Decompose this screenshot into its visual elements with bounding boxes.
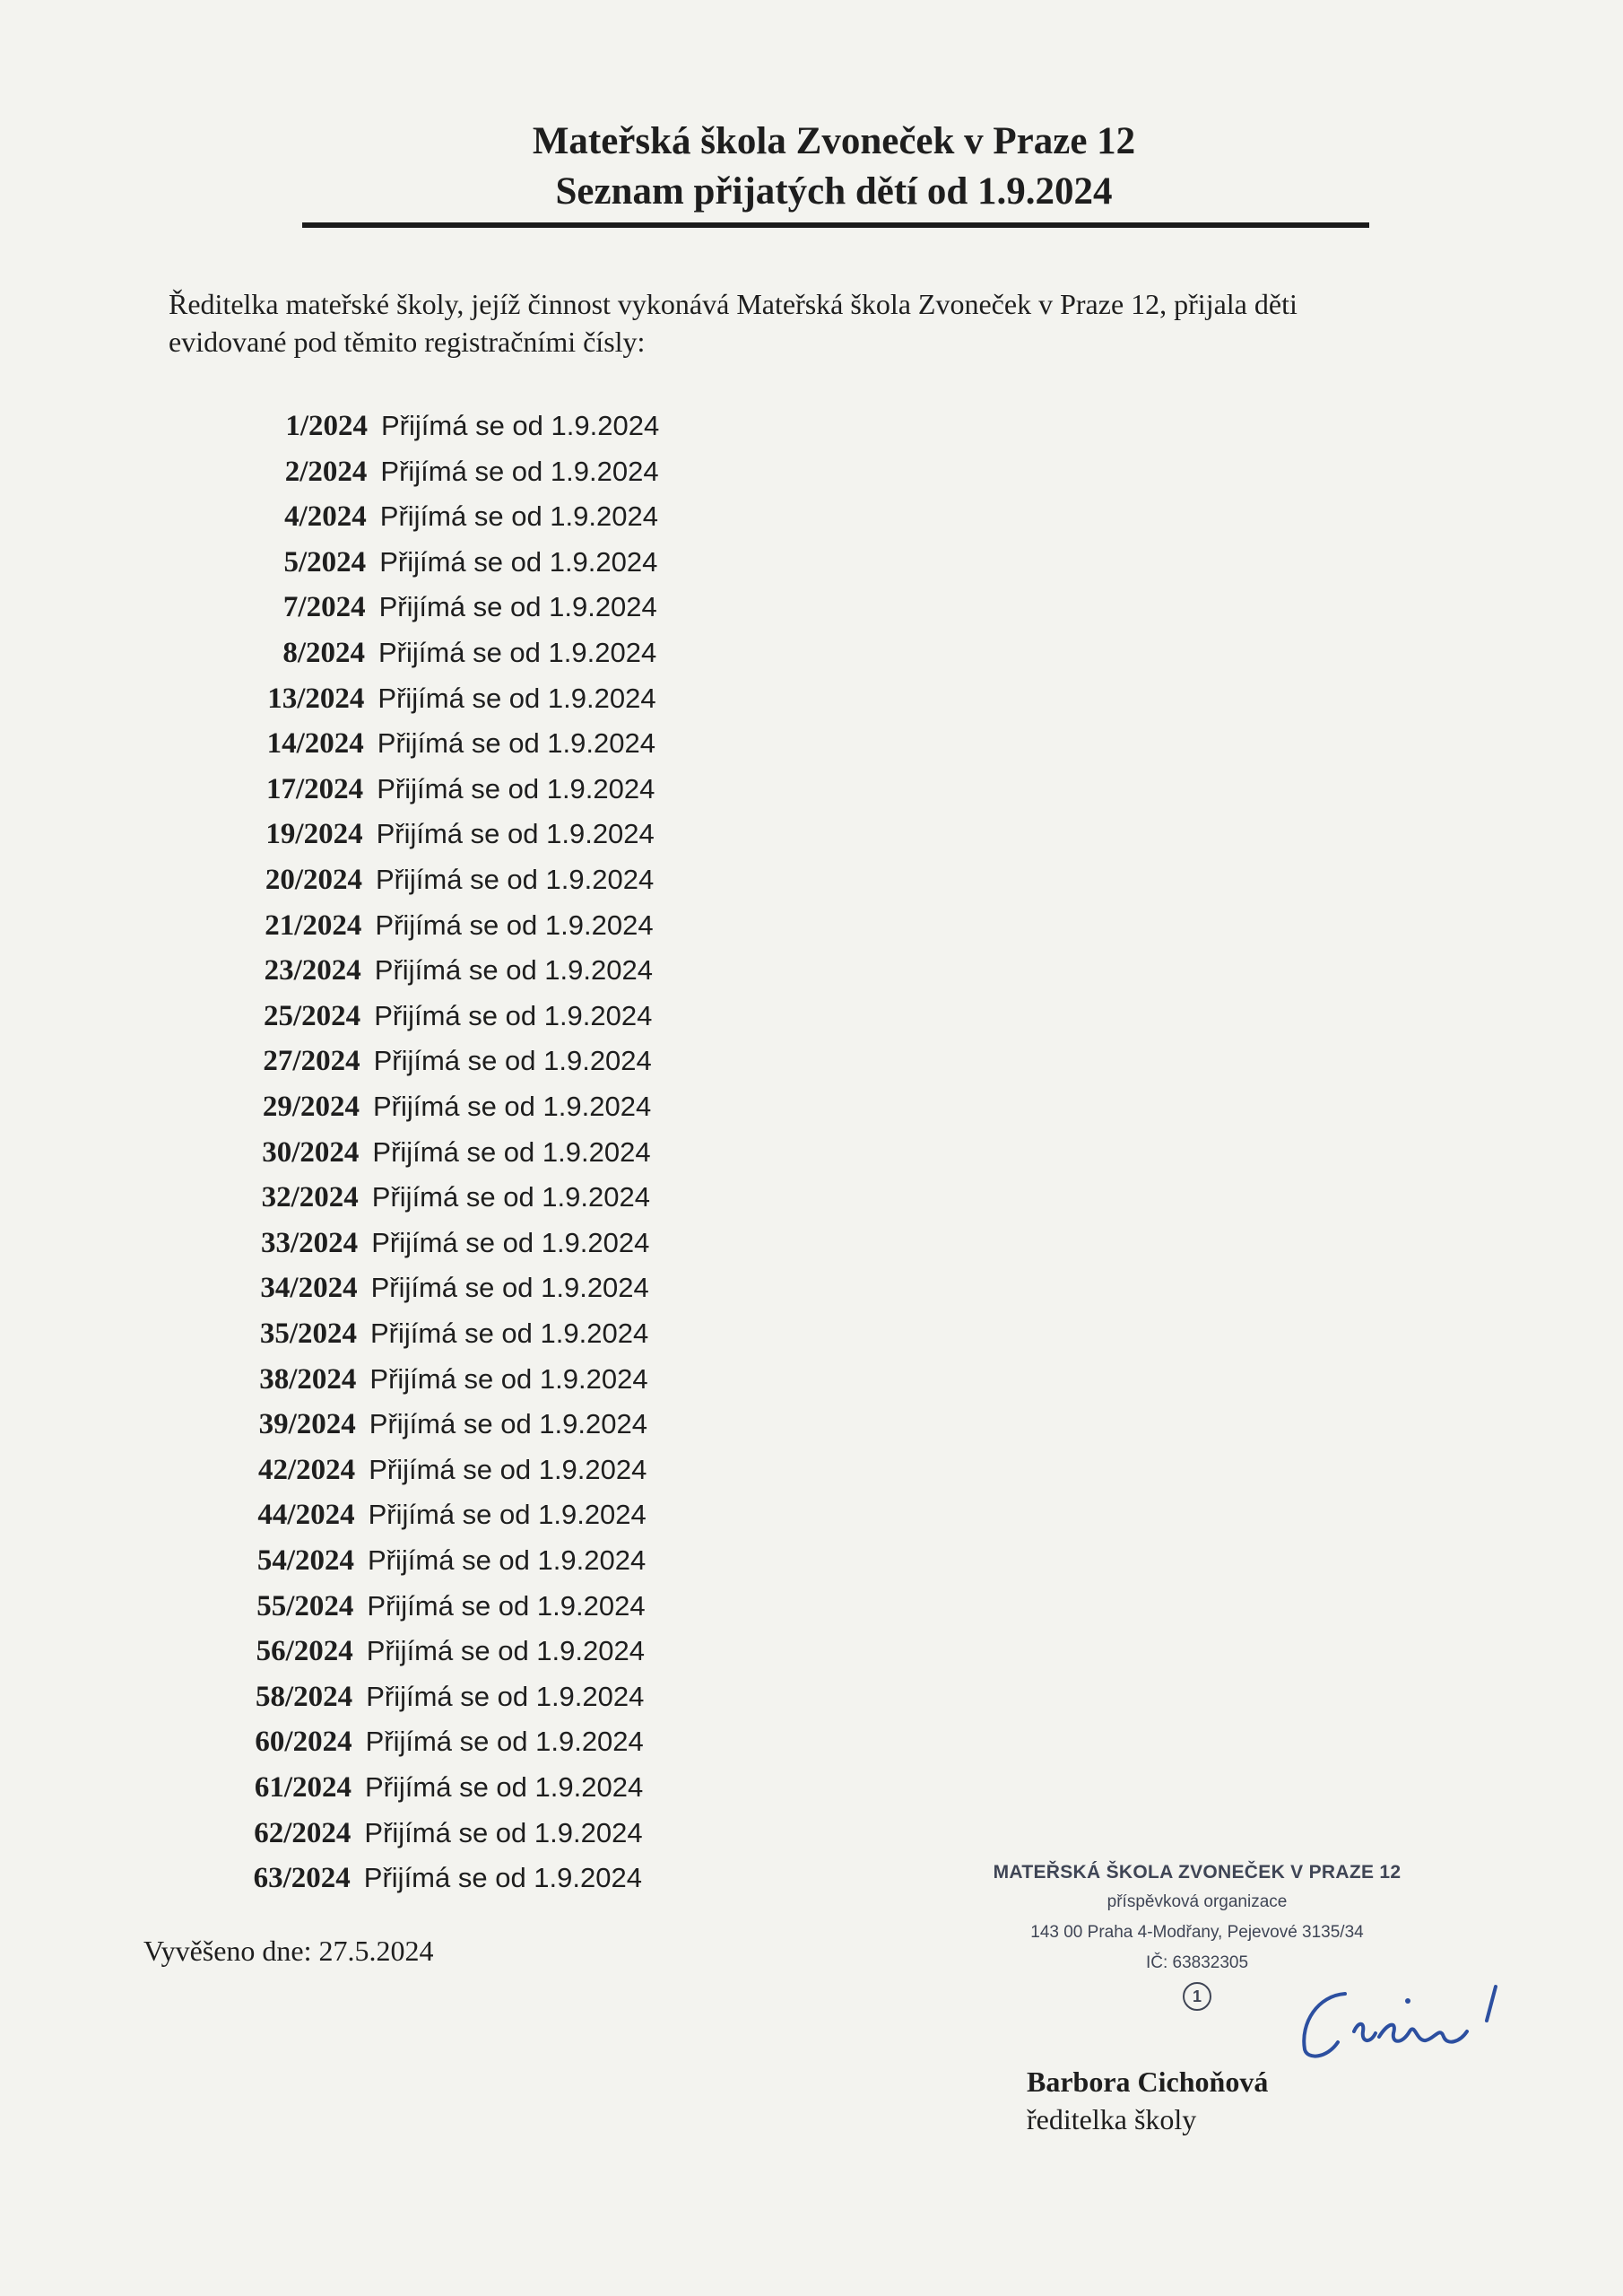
registration-number: 30/2024 bbox=[262, 1135, 360, 1169]
posted-date: Vyvěšeno dne: 27.5.2024 bbox=[143, 1935, 434, 1967]
registration-number: 25/2024 bbox=[264, 999, 361, 1032]
registration-number: 56/2024 bbox=[256, 1635, 353, 1668]
registration-number: 35/2024 bbox=[259, 1318, 357, 1350]
registration-number: 55/2024 bbox=[256, 1589, 354, 1622]
admission-status: Přijímá se od 1.9.2024 bbox=[363, 1862, 642, 1894]
signer-block bbox=[1027, 2063, 1268, 2138]
registration-number: 13/2024 bbox=[267, 682, 365, 715]
intro-paragraph bbox=[169, 285, 1478, 361]
registration-number: 5/2024 bbox=[283, 545, 367, 578]
admission-status: Přijímá se od 1.9.2024 bbox=[378, 637, 657, 668]
admission-status: Přijímá se od 1.9.2024 bbox=[379, 500, 658, 533]
admission-status: Přijímá se od 1.9.2024 bbox=[370, 1318, 649, 1349]
admission-status: Přijímá se od 1.9.2024 bbox=[381, 410, 660, 441]
admission-status: Přijímá se od 1.9.2024 bbox=[379, 545, 658, 578]
registration-number: 44/2024 bbox=[257, 1499, 355, 1532]
signer-role: ředitelka školy bbox=[1027, 2103, 1197, 2135]
admission-status: Přijímá se od 1.9.2024 bbox=[374, 999, 653, 1031]
registration-number: 42/2024 bbox=[258, 1453, 356, 1486]
admission-status: Přijímá se od 1.9.2024 bbox=[365, 1771, 644, 1803]
registration-number: 62/2024 bbox=[254, 1816, 352, 1849]
document-header bbox=[296, 117, 1372, 217]
school-title: Mateřská škola Zvoneček v Praze 12 bbox=[532, 120, 1136, 162]
registration-number: 63/2024 bbox=[253, 1862, 351, 1895]
registration-number: 14/2024 bbox=[266, 727, 364, 761]
registration-number: 61/2024 bbox=[254, 1771, 352, 1804]
admission-status: Přijímá se od 1.9.2024 bbox=[378, 682, 656, 714]
registration-number: 7/2024 bbox=[282, 591, 366, 624]
registration-number: 17/2024 bbox=[266, 772, 364, 805]
admission-status: Přijímá se od 1.9.2024 bbox=[371, 1226, 650, 1258]
admission-status: Přijímá se od 1.9.2024 bbox=[369, 1362, 648, 1395]
admission-status: Přijímá se od 1.9.2024 bbox=[364, 1816, 643, 1848]
stamp-number: 1 bbox=[1183, 1982, 1211, 2011]
admission-status: Přijímá se od 1.9.2024 bbox=[375, 909, 654, 941]
registration-number: 38/2024 bbox=[259, 1362, 357, 1396]
handwritten-signature bbox=[1282, 1969, 1515, 2067]
admission-status: Přijímá se od 1.9.2024 bbox=[380, 455, 659, 487]
registration-number: 39/2024 bbox=[258, 1408, 356, 1441]
admission-status: Přijímá se od 1.9.2024 bbox=[374, 954, 653, 987]
admission-status: Přijímá se od 1.9.2024 bbox=[373, 1091, 652, 1122]
registration-number: 54/2024 bbox=[256, 1544, 354, 1577]
admission-status: Přijímá se od 1.9.2024 bbox=[368, 1499, 647, 1531]
header-underline bbox=[302, 222, 1369, 228]
admission-status: Přijímá se od 1.9.2024 bbox=[367, 1589, 646, 1622]
registration-number: 19/2024 bbox=[265, 818, 363, 851]
admission-status: Přijímá se od 1.9.2024 bbox=[377, 772, 655, 804]
registration-number: 32/2024 bbox=[261, 1181, 359, 1214]
admission-status: Přijímá se od 1.9.2024 bbox=[371, 1181, 650, 1213]
stamp-school-name: MATEŘSKÁ ŠKOLA ZVONEČEK V PRAZE 12 bbox=[993, 1862, 1402, 1883]
intro-line-2: evidované pod těmito registračními čísly: bbox=[169, 326, 646, 358]
admission-status: Přijímá se od 1.9.2024 bbox=[366, 1680, 645, 1712]
admission-status: Přijímá se od 1.9.2024 bbox=[369, 1453, 647, 1485]
admission-status: Přijímá se od 1.9.2024 bbox=[376, 864, 655, 895]
registration-number: 60/2024 bbox=[255, 1726, 352, 1759]
admission-status: Přijímá se od 1.9.2024 bbox=[370, 1272, 649, 1304]
stamp-ico: IČ: 63832305 bbox=[1145, 1953, 1249, 1972]
registration-number: 58/2024 bbox=[256, 1680, 353, 1713]
registration-number: 29/2024 bbox=[262, 1091, 360, 1123]
registration-number: 20/2024 bbox=[265, 864, 362, 896]
registration-number: 21/2024 bbox=[265, 909, 362, 942]
admission-status: Přijímá se od 1.9.2024 bbox=[366, 1635, 645, 1667]
registration-number: 8/2024 bbox=[282, 637, 365, 669]
admission-status: Přijímá se od 1.9.2024 bbox=[376, 818, 655, 850]
intro-line-1: Ředitelka mateřské školy, jejíž činnost vykonává Mateřská škola Zvoneček v Praze 12, přijala děti bbox=[169, 288, 1298, 320]
admission-status: Přijímá se od 1.9.2024 bbox=[372, 1135, 651, 1168]
list-title: Seznam přijatých dětí od 1.9.2024 bbox=[555, 170, 1113, 213]
signer-name: Barbora Cichoňová bbox=[1027, 2066, 1269, 2098]
registration-number: 1/2024 bbox=[285, 410, 368, 442]
admission-status: Přijímá se od 1.9.2024 bbox=[368, 1544, 647, 1576]
registration-number: 2/2024 bbox=[284, 455, 368, 488]
admission-status: Přijímá se od 1.9.2024 bbox=[377, 727, 655, 760]
admission-status: Přijímá se od 1.9.2024 bbox=[378, 591, 657, 623]
registration-number: 27/2024 bbox=[263, 1045, 360, 1078]
stamp-org-type: příspěvková organizace bbox=[1107, 1892, 1288, 1911]
admission-status: Přijímá se od 1.9.2024 bbox=[369, 1408, 647, 1440]
stamp-address: 143 00 Praha 4-Modřany, Pejevové 3135/34 bbox=[1030, 1923, 1364, 1942]
admission-status: Přijímá se od 1.9.2024 bbox=[373, 1045, 652, 1077]
registration-number: 4/2024 bbox=[284, 500, 367, 534]
registration-number: 34/2024 bbox=[260, 1272, 358, 1305]
registration-number: 33/2024 bbox=[261, 1226, 359, 1259]
registration-number: 23/2024 bbox=[264, 954, 361, 987]
admission-status: Přijímá se od 1.9.2024 bbox=[365, 1726, 644, 1758]
